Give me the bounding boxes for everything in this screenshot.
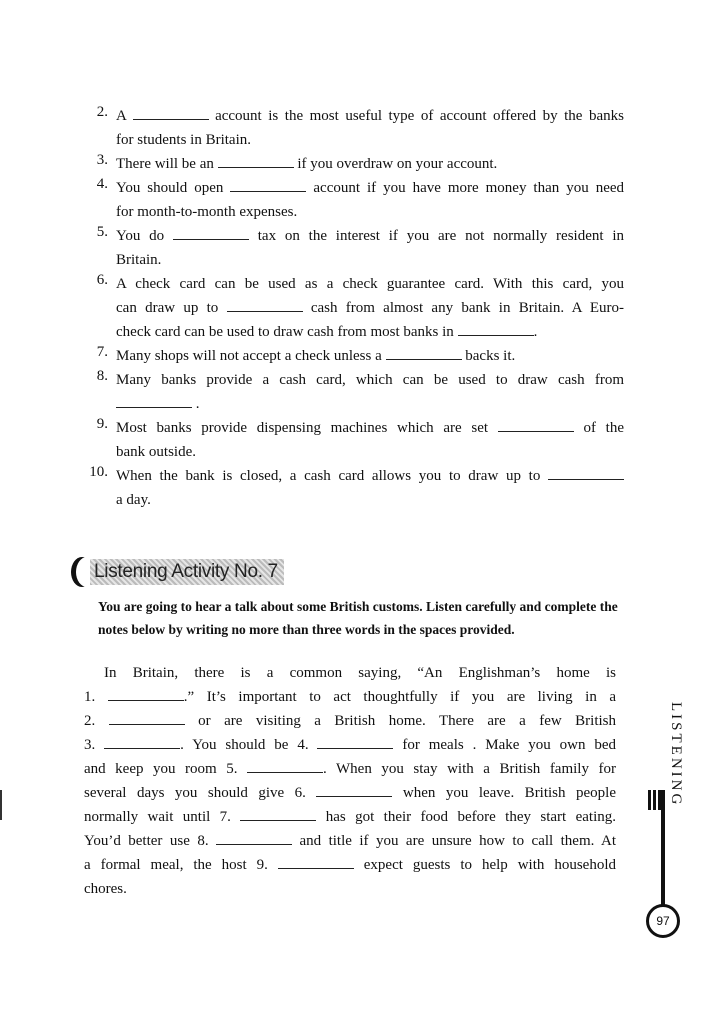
answer-blank[interactable]: [317, 734, 393, 749]
item-text: [116, 272, 624, 344]
item-text: [116, 368, 624, 416]
text-segment: There will be an: [116, 156, 218, 172]
text-line: [116, 344, 624, 368]
side-tab-label: LISTENING: [668, 702, 684, 808]
text-segment: You’d better use 8.: [84, 833, 217, 849]
exercise-item: [78, 344, 624, 368]
text-segment: When the bank is closed, a cash card allows you to draw up to: [116, 468, 548, 484]
scan-edge-mark: [0, 790, 2, 820]
text-line: [116, 248, 624, 272]
item-text: [116, 152, 624, 176]
answer-blank[interactable]: [216, 830, 292, 845]
item-number: 10.: [89, 464, 108, 480]
text-line: [116, 464, 624, 488]
text-segment: Britain.: [116, 252, 162, 268]
text-segment: expect guests to help with household: [353, 857, 616, 873]
item-number: 4.: [96, 176, 108, 192]
exercise-item: [78, 416, 624, 464]
exercise-item: [78, 464, 624, 512]
text-segment: and keep you room 5.: [84, 761, 248, 777]
text-line: [116, 200, 624, 224]
answer-blank[interactable]: [108, 686, 184, 701]
instructions: You are going to hear a talk about some British customs. Listen carefully and complete the notes below by writing no more than three words in the spaces provided.: [98, 599, 618, 637]
item-text: [116, 104, 624, 152]
item-text: [116, 176, 624, 224]
text-segment: .: [192, 396, 200, 412]
answer-blank[interactable]: [316, 782, 392, 797]
answer-blank[interactable]: [227, 297, 303, 312]
text-line: [116, 176, 624, 200]
exercise-list: [78, 104, 624, 512]
text-line: [116, 320, 624, 344]
text-segment: . When you stay with a British family for: [323, 761, 616, 777]
text-line: [116, 128, 624, 152]
text-segment: has got their food before they start eating.: [316, 809, 616, 825]
answer-blank[interactable]: [458, 321, 534, 336]
text-segment: cash from almost any bank in Britain. A Euro-: [302, 300, 624, 316]
text-segment: a formal meal, the host 9.: [84, 857, 278, 873]
answer-blank[interactable]: [230, 177, 306, 192]
text-segment: if you overdraw on your account.: [293, 156, 498, 172]
text-segment: and title if you are unsure how to call them. At: [292, 833, 616, 849]
text-segment: A: [116, 108, 133, 124]
exercise-item: [78, 176, 624, 224]
text-segment: when you leave. British people: [392, 785, 616, 801]
text-line: [116, 392, 624, 416]
item-text: [116, 344, 624, 368]
answer-blank[interactable]: [133, 105, 209, 120]
text-segment: .: [533, 324, 538, 340]
text-line: [84, 781, 616, 805]
text-segment: account if you have more money than you need: [306, 180, 624, 196]
text-segment: can draw up to: [116, 300, 227, 316]
text-segment: account is the most useful type of account offered by the banks: [208, 108, 624, 124]
text-line: [84, 685, 616, 709]
item-number: 3.: [96, 152, 108, 168]
text-segment: check card can be used to draw cash from most banks in: [116, 324, 458, 340]
answer-blank[interactable]: [498, 417, 574, 432]
text-line: [84, 661, 616, 685]
page-number: 97: [646, 904, 680, 938]
text-line: [116, 416, 624, 440]
text-line: [84, 733, 616, 757]
item-number: 2.: [96, 104, 108, 120]
item-text: [116, 416, 624, 464]
answer-blank[interactable]: [278, 854, 354, 869]
text-segment: or are visiting a British home. There are a few British: [184, 713, 616, 729]
text-segment: chores.: [84, 881, 127, 897]
answer-blank[interactable]: [548, 465, 624, 480]
answer-blank[interactable]: [173, 225, 249, 240]
text-line: [84, 757, 616, 781]
item-text: [116, 224, 624, 272]
text-line: [116, 152, 624, 176]
text-line: [116, 224, 624, 248]
text-line: [84, 805, 616, 829]
text-segment: In Britain, there is a common saying, “An Englishman’s home is: [104, 665, 616, 681]
text-segment: Many banks provide a cash card, which can be used to draw cash from: [116, 372, 624, 388]
answer-blank[interactable]: [109, 710, 185, 725]
text-segment: several days you should give 6.: [84, 785, 317, 801]
text-segment: 2.: [84, 713, 109, 729]
text-segment: for meals . Make you own bed: [393, 737, 616, 753]
text-line: [84, 853, 616, 877]
text-segment: 1.: [84, 689, 108, 705]
notes-paragraph: [84, 661, 616, 901]
answer-blank[interactable]: [116, 393, 192, 408]
text-segment: Many shops will not accept a check unless a: [116, 348, 386, 364]
text-segment: backs it.: [461, 348, 516, 364]
exercise-item: [78, 368, 624, 416]
answer-blank[interactable]: [240, 806, 316, 821]
text-segment: 3.: [84, 737, 105, 753]
text-segment: normally wait until 7.: [84, 809, 241, 825]
key-shaft-icon: [661, 790, 665, 905]
text-segment: of the: [573, 420, 624, 436]
text-segment: You do: [116, 228, 173, 244]
item-number: 5.: [96, 224, 108, 240]
item-text: [116, 464, 624, 512]
answer-blank[interactable]: [386, 345, 462, 360]
text-segment: .” It’s important to act thoughtfully if you are living in a: [183, 689, 616, 705]
item-number: 7.: [96, 344, 108, 360]
text-line: [116, 104, 624, 128]
text-line: [116, 488, 624, 512]
exercise-item: [78, 152, 624, 176]
answer-blank[interactable]: [247, 758, 323, 773]
text-line: [116, 272, 624, 296]
text-segment: tax on the interest if you are not normally resident in: [248, 228, 624, 244]
text-segment: You should open: [116, 180, 231, 196]
exercise-item: [78, 104, 624, 152]
text-segment: A check card can be used as a check guarantee card. With this card, you: [116, 276, 624, 292]
exercise-item: [78, 272, 624, 344]
item-number: 8.: [96, 368, 108, 384]
text-line: [116, 440, 624, 464]
text-line: [84, 829, 616, 853]
text-segment: for students in Britain.: [116, 132, 251, 148]
text-line: [116, 368, 624, 392]
exercise-item: [78, 224, 624, 272]
text-segment: a day.: [116, 492, 151, 508]
section-heading-text: Listening Activity No. 7: [90, 559, 284, 585]
key-teeth-icon: [648, 790, 662, 810]
text-segment: . You should be 4.: [180, 737, 318, 753]
answer-blank[interactable]: [104, 734, 180, 749]
text-line: [84, 877, 616, 901]
text-segment: for month-to-month expenses.: [116, 204, 298, 220]
text-line: [84, 709, 616, 733]
answer-blank[interactable]: [218, 153, 294, 168]
section-heading: [70, 556, 284, 588]
text-line: [116, 296, 624, 320]
text-segment: Most banks provide dispensing machines which are set: [116, 420, 498, 436]
item-number: 6.: [96, 272, 108, 288]
item-number: 9.: [96, 416, 108, 432]
text-segment: bank outside.: [116, 444, 196, 460]
